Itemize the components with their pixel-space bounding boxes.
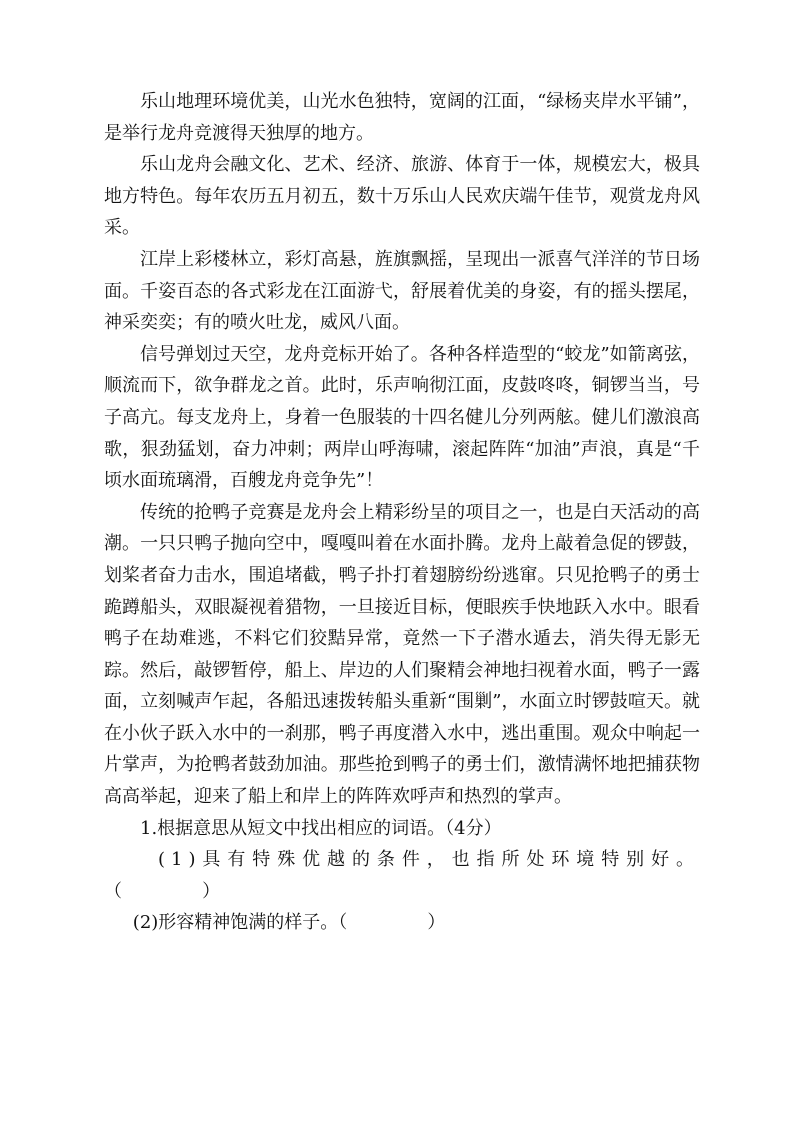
passage-paragraph-1: 乐山地理环境优美，山光水色独特，宽阔的江面，“绿杨夹岸水平铺”，是举行龙舟竞渡得天独厚的地方。 <box>104 91 700 144</box>
passage-paragraph-5: 传统的抢鸭子竞赛是龙舟会上精彩纷呈的项目之一，也是白天活动的高潮。一只只鸭子抛向空中，嘎嘎叫着在水面扑腾。龙舟上敲着急促的锣鼓，划桨者奋力击水，围追堵截，鸭子扑打着翅膀纷纷逃窜。只见抢鸭子的勇士跪蹲船头，双眼凝视着猎物，一旦接近目标，便眼疾手快地跃入水中。眼看鸭子在劫难逃，不料它们狡黠异常，竟然一下子潜水遁去，消失得无影无踪。然后，敲锣暂停，船上、岸边的人们聚精会神地扫视着水面，鸭子一露面，立刻喊声乍起，各船迅速拨转船头重新“围剿”，水面立时锣鼓喧天。就在小伙子跃入水中的一刹那，鸭子再度潜入水中，逃出重围。观众中响起一片掌声，为抢鸭者鼓劲加油。那些抢到鸭子的勇士们，激情满怀地把捕获物高高举起，迎来了船上和岸上的阵阵欢呼声和热烈的掌声。 <box>104 501 700 808</box>
passage-paragraph-2: 乐山龙舟会融文化、艺术、经济、旅游、体育于一体，规模宏大，极具地方特色。每年农历五月初五，数十万乐山人民欢庆端午佳节，观赏龙舟风采。 <box>104 154 700 239</box>
sub-question-2: (2)形容精神饱满的样子。（ ） <box>132 912 446 934</box>
passage-paragraph-3: 江岸上彩楼林立，彩灯高悬，旌旗飘摇，呈现出一派喜气洋洋的节日场面。千姿百态的各式彩龙在江面游弋，舒展着优美的身姿，有的摇头摆尾，神采奕奕；有的喷火吐龙，威风八面。 <box>104 248 700 334</box>
sub-question-1: (1)具有特殊优越的条件，也指所处环境特别好。 <box>158 849 700 871</box>
passage-paragraph-4: 信号弹划过天空，龙舟竞标开始了。各种各样造型的“蛟龙”如箭离弦，顺流而下，欲争群龙之首。此时，乐声响彻江面，皮鼓咚咚，铜锣当当，号子高亢。每支龙舟上，身着一色服装的十四名健儿分列两舷。健儿们激浪高歌，狠劲猛划，奋力冲刺；两岸山呼海啸，滚起阵阵“加油”声浪，真是“千顷水面琉璃滑，百艘龙舟竞争先”！ <box>104 343 700 492</box>
answer-blank-1: （ ） <box>104 880 221 902</box>
document-page <box>104 86 700 939</box>
question-title: 1.根据意思从短文中找出相应的词语。（4分） <box>140 817 502 839</box>
